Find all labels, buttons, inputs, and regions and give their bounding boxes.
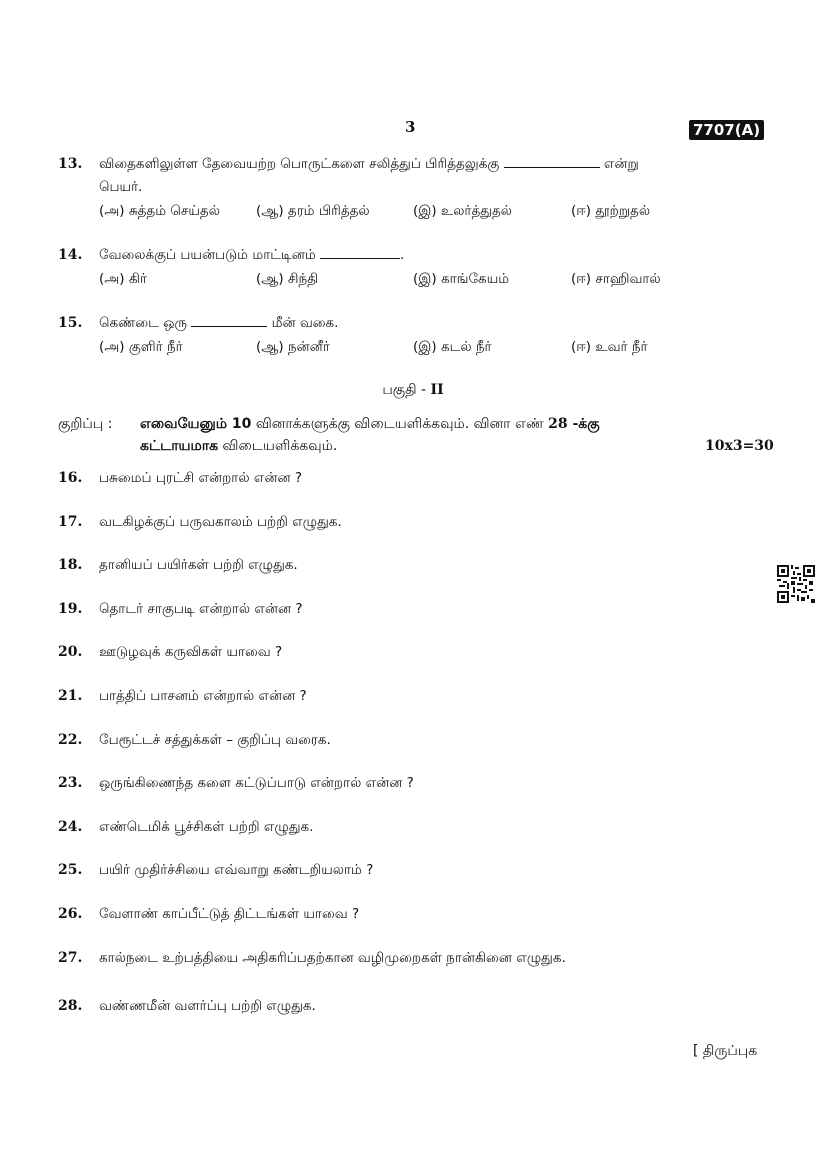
question-number: 23. (58, 775, 83, 791)
question-text: பயிர் முதிர்ச்சியை எவ்வாறு கண்டறியலாம் ? (99, 862, 374, 878)
question-text (99, 315, 338, 333)
question-text: பசுமைப் புரட்சி என்றால் என்ன ? (99, 470, 302, 486)
question-number: 14. (58, 247, 83, 263)
question-number: 13. (58, 156, 83, 172)
note-line-1 (140, 416, 600, 434)
question-text: வேளாண் காப்பீட்டுத் திட்டங்கள் யாவை ? (99, 906, 360, 922)
section-heading (0, 382, 826, 400)
option-a: (அ) குளிர் நீர் (99, 339, 183, 355)
question-number: 19. (58, 601, 83, 617)
question-text-part: என்று (603, 156, 639, 172)
question-number: 24. (58, 819, 83, 835)
question-number: 26. (58, 906, 83, 922)
question-number: 25. (58, 862, 83, 878)
question-text: பாத்திப் பாசனம் என்றால் என்ன ? (99, 688, 307, 704)
qr-code-icon (777, 565, 815, 603)
question-number: 21. (58, 688, 83, 704)
paper-code-badge: 7707(A) (689, 120, 764, 140)
question-text-part: விதைகளிலுள்ள தேவையற்ற பொருட்களை சலித்துப் பிரித்தலுக்கு (99, 156, 500, 172)
note-bold-number: 28 -க்கு (548, 416, 600, 432)
note-bold: எவையேனும் 10 (140, 416, 252, 432)
option-d: (ஈ) சாஹிவால் (571, 271, 661, 287)
marks-scheme: 10x3=30 (705, 438, 774, 454)
question-text: ஒருங்கிணைந்த களை கட்டுப்பாடு என்றால் என்ன ? (99, 775, 414, 791)
section-label: பகுதி - (382, 382, 427, 398)
question-text: வண்ணமீன் வளர்ப்பு பற்றி எழுதுக. (99, 998, 316, 1014)
question-text: தானியப் பயிர்கள் பற்றி எழுதுக. (99, 557, 298, 573)
option-c: (இ) கடல் நீர் (413, 339, 492, 355)
note-line-2 (140, 438, 337, 456)
question-number: 15. (58, 315, 83, 331)
note-text: வினாக்களுக்கு விடையளிக்கவும். வினா எண் (255, 416, 544, 432)
question-number: 22. (58, 732, 83, 748)
question-text-part: . (400, 247, 405, 263)
question-text-part: வேலைக்குப் பயன்படும் மாட்டினம் (99, 247, 316, 263)
question-number: 27. (58, 950, 83, 966)
option-a: (அ) சுத்தம் செய்தல் (99, 203, 220, 219)
note-text: விடையளிக்கவும். (222, 438, 338, 454)
turn-over-note: [ திருப்புக (693, 1043, 758, 1059)
option-b: (ஆ) சிந்தி (256, 271, 319, 287)
question-text (99, 247, 404, 265)
question-number: 17. (58, 514, 83, 530)
option-c: (இ) காங்கேயம் (413, 271, 510, 287)
question-number: 28. (58, 998, 83, 1014)
note-label: குறிப்பு : (58, 416, 113, 432)
fill-in-blank (504, 157, 600, 168)
question-text: கால்நடை உற்பத்தியை அதிகரிப்பதற்கான வழிமுறைகள் நான்கினை எழுதுக. (99, 950, 566, 966)
question-text-part: கெண்டை ஒரு (99, 315, 187, 331)
page-number: 3 (405, 118, 416, 136)
option-b: (ஆ) தரம் பிரித்தல் (256, 203, 370, 219)
question-number: 16. (58, 470, 83, 486)
question-text-line2: பெயர். (99, 179, 143, 195)
question-text-part: மீன் வகை. (271, 315, 339, 331)
question-text: தொடர் சாகுபடி என்றால் என்ன ? (99, 601, 303, 617)
option-a: (அ) கிர் (99, 271, 147, 287)
section-roman: II (430, 382, 444, 398)
option-d: (ஈ) தூற்றுதல் (571, 203, 651, 219)
option-b: (ஆ) நன்னீர் (256, 339, 330, 355)
option-d: (ஈ) உவர் நீர் (571, 339, 648, 355)
question-number: 20. (58, 644, 83, 660)
fill-in-blank (191, 316, 267, 327)
note-bold: கட்டாயமாக (140, 438, 219, 454)
option-c: (இ) உலர்த்துதல் (413, 203, 512, 219)
question-text: பேரூட்டச் சத்துக்கள் – குறிப்பு வரைக. (99, 732, 331, 748)
question-text (99, 156, 639, 174)
question-text: வடகிழக்குப் பருவகாலம் பற்றி எழுதுக. (99, 514, 342, 530)
fill-in-blank (320, 248, 400, 259)
question-text: எண்டெமிக் பூச்சிகள் பற்றி எழுதுக. (99, 819, 314, 835)
question-text: ஊடுழவுக் கருவிகள் யாவை ? (99, 644, 283, 660)
question-number: 18. (58, 557, 83, 573)
